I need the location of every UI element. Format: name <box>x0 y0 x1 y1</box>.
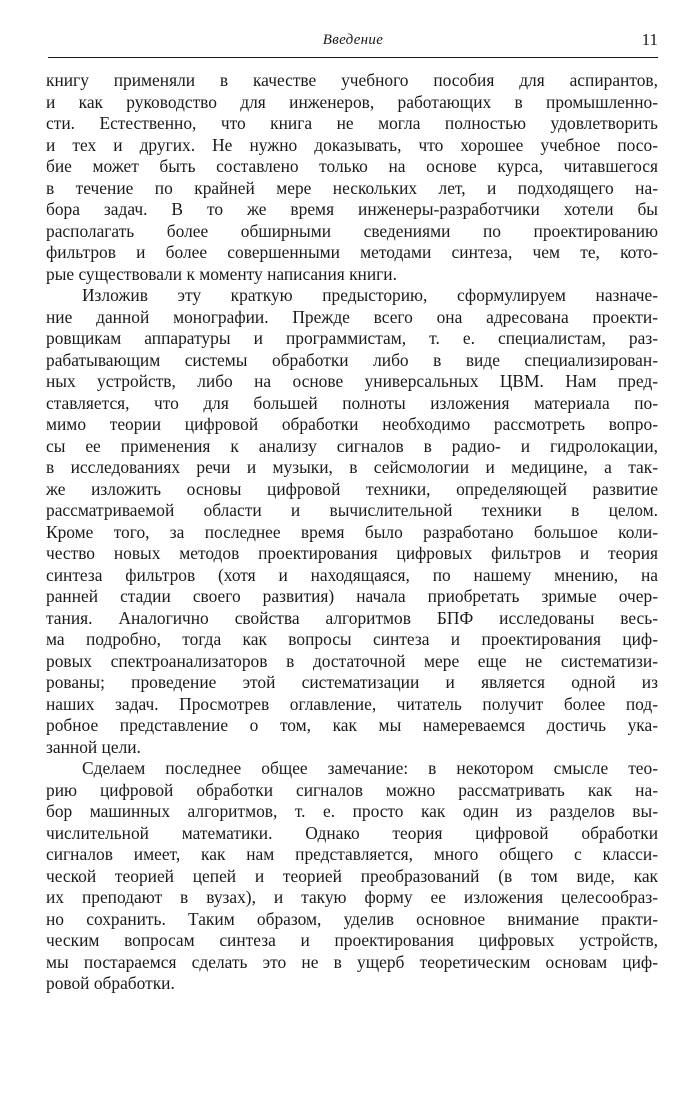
text-line: ранней стадии своего развития) начала приобретать зримые очер- <box>46 586 658 606</box>
text-line: ровой обработки. <box>46 973 175 993</box>
text-line: ма подробно, тогда как вопросы синтеза и проектирования циф- <box>46 629 658 649</box>
chapter-title: Введение <box>322 32 384 48</box>
text-line: рию цифровой обработки сигналов можно рассматривать как на- <box>46 779 658 800</box>
text-line: Сделаем последнее общее замечание: в некотором смысле тео- <box>82 758 658 778</box>
text-line: и тех и других. Не нужно доказывать, что хорошее учебное посо- <box>46 134 658 155</box>
paragraph <box>46 758 658 995</box>
text-line: сти. Естественно, что книга не могла полностью удовлетворить <box>46 113 658 133</box>
header-rule <box>48 57 658 58</box>
text-line: сы ее применения к анализу сигналов в радио- и гидролокации, <box>46 435 658 456</box>
text-line: числительной математики. Однако теория цифровой обработки <box>46 822 658 843</box>
text-line: же изложить основы цифровой техники, определяющей развитие <box>46 478 658 499</box>
text-line: бие может быть составлено только на основе курса, читавшегося <box>46 156 658 176</box>
text-line: ние данной монографии. Прежде всего она адресована проекти- <box>46 306 658 327</box>
text-line: рованы; проведение этой систематизации и является одной из <box>46 672 658 692</box>
text-line: рабатывающим системы обработки либо в виде специализирован- <box>46 349 658 370</box>
text-line: и как руководство для инженеров, работающих в промышленно- <box>46 91 658 112</box>
running-head <box>48 30 658 52</box>
text-line: ровых спектроанализаторов в достаточной мере еще не систематизи- <box>46 650 658 671</box>
page-number: 11 <box>641 30 658 49</box>
text-line: синтеза фильтров (хотя и находящаяся, по нашему мнению, на <box>46 564 658 585</box>
text-line: но сохранить. Таким образом, уделив основное внимание практи- <box>46 908 658 929</box>
text-line: мимо теории цифровой обработки необходимо рассмотреть вопро- <box>46 414 658 434</box>
text-line: мы постараемся сделать это не в ущерб теоретическим основам циф- <box>46 951 658 972</box>
text-line: фильтров и более совершенными методами синтеза, чем те, кото- <box>46 242 658 262</box>
text-line: рые существовали к моменту написания книги. <box>46 263 397 284</box>
text-line: в течение по крайней мере нескольких лет, и подходящего на- <box>46 177 658 198</box>
text-line: Кроме того, за последнее время было разработано большое коли- <box>46 521 658 542</box>
paragraph <box>46 70 658 285</box>
text-line: сигналов имеет, как нам представляется, много общего с класси- <box>46 844 658 864</box>
text-line: в исследованиях речи и музыки, в сейсмологии и медицине, а так- <box>46 457 658 477</box>
text-line: ных устройств, либо на основе универсальных ЦВМ. Нам пред- <box>46 371 658 391</box>
text-line: ческим вопросам синтеза и проектирования цифровых устройств, <box>46 930 658 950</box>
text-line: наших задач. Просмотрев оглавление, читатель получит более под- <box>46 693 658 714</box>
text-line: бора задач. В то же время инженеры-разработчики хотели бы <box>46 199 658 219</box>
text-line: занной цели. <box>46 736 141 757</box>
text-line: их преподают в вузах), и такую форму ее изложения целесообраз- <box>46 887 658 907</box>
text-line: ставляется, что для большей полноты изложения материала по- <box>46 392 658 413</box>
text-line: бор машинных алгоритмов, т. е. просто как один из разделов вы- <box>46 801 658 821</box>
text-line: книгу применяли в качестве учебного пособия для аспирантов, <box>46 70 658 90</box>
text-line: Изложив эту краткую предысторию, сформулируем назначе- <box>82 285 658 305</box>
text-line: чество новых методов проектирования цифровых фильтров и теория <box>46 543 658 563</box>
body-text <box>46 70 658 995</box>
paragraph <box>46 285 658 758</box>
text-line: рассматриваемой области и вычислительной техники в целом. <box>46 500 658 520</box>
text-line: располагать более обширными сведениями по проектированию <box>46 220 658 241</box>
text-line: ческой теорией цепей и теорией преобразований (в том виде, как <box>46 865 658 886</box>
text-line: ровщикам аппаратуры и программистам, т. е. специалистам, раз- <box>46 328 658 348</box>
text-line: тания. Аналогично свойства алгоритмов БПФ исследованы весь- <box>46 607 658 628</box>
text-line: робное представление о том, как мы намереваемся достичь ука- <box>46 715 658 735</box>
